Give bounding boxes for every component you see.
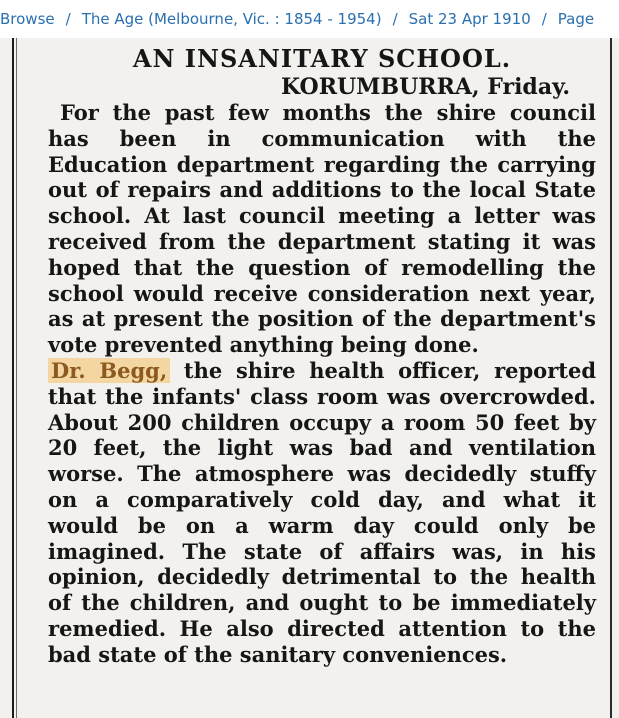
breadcrumb-separator: /: [65, 10, 71, 28]
article: [48, 38, 596, 668]
search-highlight-name[interactable]: Dr. Begg,: [48, 358, 170, 383]
column-rule-right: [610, 38, 612, 718]
article-paragraph-2-text: the shire health officer, reported that the infants' class room was overcrowded. About 200 children occupy a room 50 feet by 20 feet, the light was bad and ventilation worse. The atmosphere was decidedly stuffy on a comparatively cold day, and what it would be on a warm day could only be imagined. The state of affairs was, in his opinion, decidedly detrimental to the health of the children, and ought to be immediately remedied. He also directed attention to the bad state of the sanitary conveniences.: [48, 357, 596, 667]
breadcrumb: [0, 0, 619, 38]
article-dateline: KORUMBURRA, Friday.: [281, 74, 570, 100]
breadcrumb-browse[interactable]: Browse: [0, 10, 55, 28]
breadcrumb-separator: /: [392, 10, 398, 28]
newspaper-scan: [0, 38, 619, 718]
breadcrumb-page[interactable]: Page: [557, 10, 595, 28]
article-headline: AN INSANITARY SCHOOL.: [132, 44, 512, 73]
breadcrumb-newspaper[interactable]: The Age (Melbourne, Vic. : 1854 - 1954): [81, 10, 382, 28]
column-rule-left-inner: [16, 38, 17, 718]
breadcrumb-issue-date[interactable]: Sat 23 Apr 1910: [408, 10, 531, 28]
column-rule-left: [12, 38, 14, 718]
article-paragraph-2: [48, 358, 596, 668]
article-paragraph-1: For the past few months the shire council has been in communication with the Education department regarding the carrying out of repairs and additions to the local State school. At last council meeting a letter was received from the department stating it was hoped that the question of remodelling the school would receive consideration next year, as at present the position of the department's vote prevented anything being done.: [48, 100, 596, 358]
breadcrumb-separator: /: [541, 10, 547, 28]
